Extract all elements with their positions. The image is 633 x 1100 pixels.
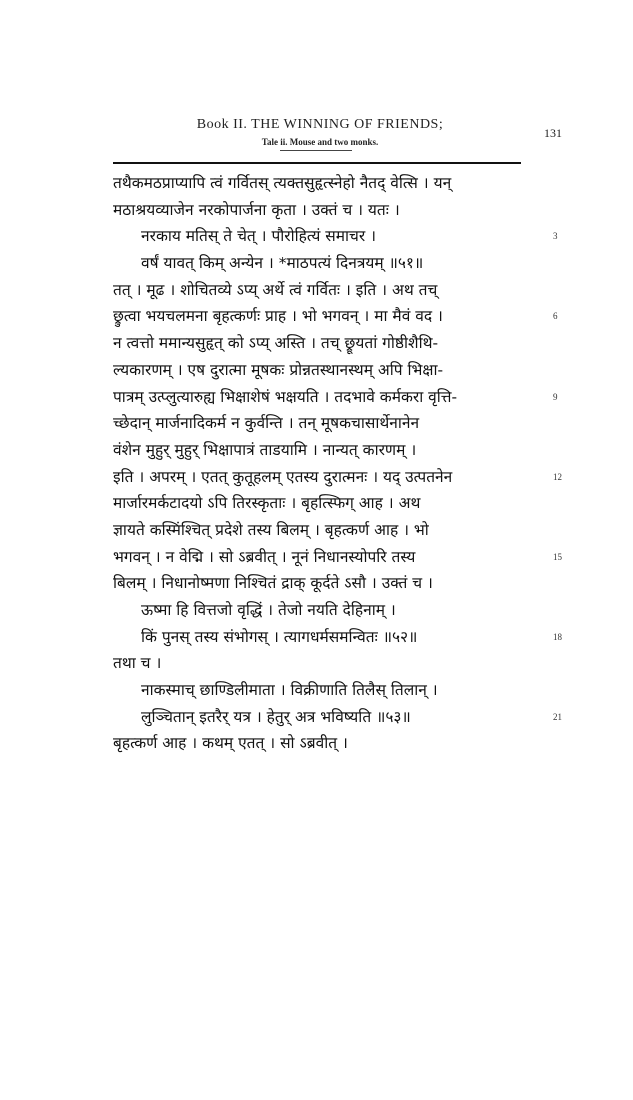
prose-line xyxy=(113,170,533,197)
line-number: 6 xyxy=(553,311,558,322)
verse-line xyxy=(113,704,562,731)
line-text: मठाश्रयव्याजेन नरकोपार्जना कृता । उक्तं च । यतः । xyxy=(113,200,400,219)
line-text: पात्रम् उत्प्लुत्यारुह्य भिक्षाशेषं भक्षयति । तदभावे कर्मकरा वृत्ति- xyxy=(113,387,458,406)
running-head: Book II. THE WINNING OF FRIENDS; xyxy=(196,117,444,132)
line-text: ज्ञायते कस्मिंश्चित् प्रदेशे तस्य बिलम् । बृहत्कर्ण आह । भो xyxy=(113,520,429,539)
line-text: न त्वत्तो ममान्यसुहृत् को ऽप्य् अस्ति । तच् छ्रूयतां गोष्ठीशैथि- xyxy=(113,334,439,353)
prose-line xyxy=(113,517,533,544)
line-number: 15 xyxy=(553,551,562,562)
prose-line xyxy=(113,650,533,677)
verse-line xyxy=(113,223,558,250)
prose-line xyxy=(113,384,558,411)
prose-line xyxy=(113,570,533,597)
line-number: 12 xyxy=(553,471,562,482)
prose-line xyxy=(113,357,533,384)
prose-line xyxy=(113,544,562,571)
line-text: ऊष्मा हि वित्तजो वृद्धिं । तेजो नयति देहिनाम् । xyxy=(141,601,396,619)
line-text: तथैकमठप्राप्यापि त्वं गर्वितस् त्यक्तसुहृत्स्नेहो नैतद् वेत्सि । यन् xyxy=(113,174,452,192)
line-number: 3 xyxy=(553,231,558,242)
verse-line xyxy=(113,250,533,277)
prose-line xyxy=(113,330,533,357)
line-number: 18 xyxy=(553,631,562,642)
line-text: वर्षं यावत् किम् अन्येन । *माठपत्यं दिनत्रयम् ॥५१॥ xyxy=(141,254,424,273)
prose-line xyxy=(113,197,533,224)
prose-line xyxy=(113,410,533,437)
line-text: मार्जारमर्कटादयो ऽपि तिरस्कृताः । बृहत्स्फिग् आह । अथ xyxy=(113,494,421,513)
line-text: बिलम् । निधानोष्मणा निश्चितं द्राक् कूर्दते ऽसौ । उक्तं च । xyxy=(113,574,433,593)
line-text: इति । अपरम् । एतत् कुतूहलम् एतस्य दुरात्मनः । यद् उत्पतनेन xyxy=(113,467,453,486)
line-text: किं पुनस् तस्य संभोगस् । त्यागधर्मसमन्वितः ॥५२॥ xyxy=(141,627,418,646)
prose-line xyxy=(113,490,533,517)
verse-line xyxy=(113,597,533,624)
prose-line xyxy=(113,730,533,757)
line-text: नाकस्माच् छाण्डिलीमाता । विक्रीणाति तिलैस् तिलान् । xyxy=(141,681,438,700)
line-text: नरकाय मतिस् ते चेत् । पौरोहित्यं समाचर । xyxy=(141,227,377,246)
header-rule xyxy=(113,162,521,164)
line-text: तथा च । xyxy=(113,654,162,673)
verse-line xyxy=(113,624,562,651)
sanskrit-text-block xyxy=(113,170,562,757)
line-text: बृहत्कर्ण आह । कथम् एतत् । सो ऽब्रवीत् । xyxy=(113,734,348,753)
line-text: ल्यकारणम् । एष दुरात्मा मूषकः प्रोन्नतस्थानस्थम् अपि भिक्षा- xyxy=(113,360,444,379)
prose-line xyxy=(113,437,533,464)
line-text: तत् । मूढ । शोचितव्ये ऽप्य् अर्थे त्वं गर्वितः । इति । अथ तच् xyxy=(113,280,438,299)
prose-line xyxy=(113,303,558,330)
line-text: लुञ्चितान् इतरैर् यत्र । हेतुर् अत्र भविष्यति ॥५३॥ xyxy=(141,707,411,726)
tale-subheading: Tale ii. Mouse and two monks. xyxy=(261,137,379,147)
line-text: च्छेदान् मार्जनादिकर्म न कुर्वन्ति । तन् मूषकचासार्थेनानेन xyxy=(113,414,420,433)
page-number: 131 xyxy=(544,126,562,140)
line-text: भगवन् । न वेद्मि । सो ऽब्रवीत् । नूनं निधानस्योपरि तस्य xyxy=(113,547,416,566)
prose-line xyxy=(113,464,562,491)
line-number: 21 xyxy=(553,711,562,722)
verse-line xyxy=(113,677,533,704)
subheading-rule xyxy=(280,150,352,151)
line-text: वंशेन मुहुर् मुहुर् भिक्षापात्रं ताडयामि । नान्यत् कारणम् । xyxy=(113,440,417,459)
line-number: 9 xyxy=(553,391,558,402)
line-text: छ्रुत्वा भयचलमना बृहत्कर्णः प्राह । भो भगवन् । मा मैवं वद । xyxy=(113,307,443,326)
prose-line xyxy=(113,277,533,304)
